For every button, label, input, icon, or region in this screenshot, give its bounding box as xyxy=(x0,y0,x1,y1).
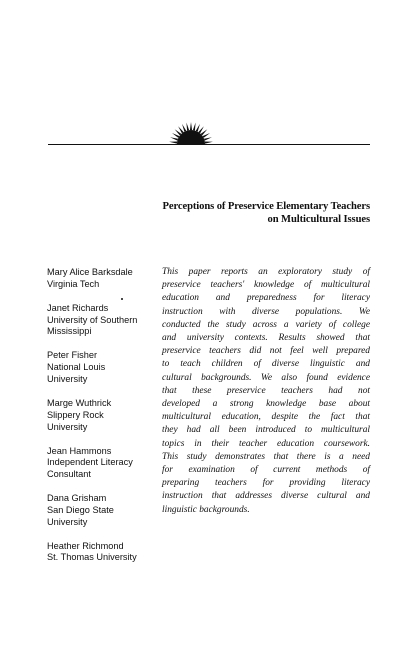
author-affiliation: University xyxy=(47,373,88,384)
sunburst-ray xyxy=(186,122,189,130)
abstract-line: they had all been introduced to multicultural xyxy=(162,425,370,436)
sunburst-ray xyxy=(190,122,192,130)
abstract-line: instruction that addresses diverse cultural and xyxy=(162,491,370,502)
abstract-line: preservice teachers did not feel well prepared xyxy=(162,346,370,357)
author-affiliation: Virginia Tech xyxy=(47,278,100,289)
author-name: Mary Alice Barksdale xyxy=(47,267,133,277)
sunburst-logo-icon xyxy=(167,114,215,146)
abstract-line: and university contexts. Results showed that xyxy=(162,333,370,344)
author-entry xyxy=(47,303,159,338)
abstract-line: This study demonstrates that there is a need xyxy=(162,451,370,462)
sunburst-ray xyxy=(204,137,212,140)
author-affiliation: Slippery Rock xyxy=(47,409,104,420)
abstract-line: that these preservice teachers had not xyxy=(162,385,370,396)
author-affiliation: University of Southern xyxy=(47,314,138,325)
sunburst-ray xyxy=(205,142,213,144)
author-entry xyxy=(47,541,159,565)
abstract-line: instruction with diverse populations. We xyxy=(162,306,370,317)
abstract-line: developed a strong knowledge base about xyxy=(162,399,370,410)
author-name: Peter Fisher xyxy=(47,350,98,361)
abstract xyxy=(162,266,370,517)
author-name: Jean Hammons xyxy=(47,445,112,456)
sunburst-ray xyxy=(172,133,179,138)
abstract-line: linguistic backgrounds. xyxy=(162,504,250,515)
author-affiliation: Consultant xyxy=(47,469,91,480)
author-affiliation: Mississippi xyxy=(47,326,92,337)
abstract-line: topics in their teacher education coursework. xyxy=(162,438,370,449)
abstract-line: preparing teachers for providing literacy xyxy=(162,478,370,489)
sunburst-ray xyxy=(170,137,178,140)
author-affiliation: Independent Literacy xyxy=(47,457,133,468)
author-entry xyxy=(47,350,159,385)
abstract-line: preservice teachers' knowledge of multicultural xyxy=(162,280,370,291)
abstract-line: conducted the study across a variety of college xyxy=(162,319,370,330)
paper-title-line-1: Perceptions of Preservice Elementary Teachers xyxy=(162,201,370,212)
abstract-line: education and preparedness for literacy xyxy=(162,293,370,304)
abstract-line: cultural backgrounds. We also found evidence xyxy=(162,372,370,383)
abstract-line: multicultural education, despite the fact that xyxy=(162,412,370,423)
abstract-line: This paper reports an exploratory study of xyxy=(162,267,370,277)
author-affiliation: St. Thomas University xyxy=(47,552,137,563)
author-affiliation: University xyxy=(47,516,88,527)
author-affiliation: National Louis xyxy=(47,362,106,373)
author-entry xyxy=(47,267,159,291)
sunburst-ray xyxy=(193,122,196,130)
sunburst-ray xyxy=(169,142,177,144)
sunburst-ray xyxy=(196,124,200,132)
author-affiliation: University xyxy=(47,421,88,432)
sunburst-ray xyxy=(203,133,210,138)
author-affiliation: San Diego State xyxy=(47,504,114,515)
author-name: Janet Richards xyxy=(47,302,109,313)
author-entry xyxy=(47,398,159,433)
author-name: Heather Richmond xyxy=(47,540,124,551)
paper-title-line-2: on Multicultural Issues xyxy=(267,214,370,225)
author-list xyxy=(47,267,159,576)
author-entry xyxy=(47,493,159,528)
author-entry xyxy=(47,446,159,481)
abstract-line: for examination of current methods of xyxy=(162,465,370,476)
sunburst-ray xyxy=(182,124,186,132)
author-name: Marge Wuthrick xyxy=(47,397,112,408)
abstract-line: to teach children of diverse linguistic and xyxy=(162,359,370,370)
author-name: Dana Grisham xyxy=(47,493,107,504)
